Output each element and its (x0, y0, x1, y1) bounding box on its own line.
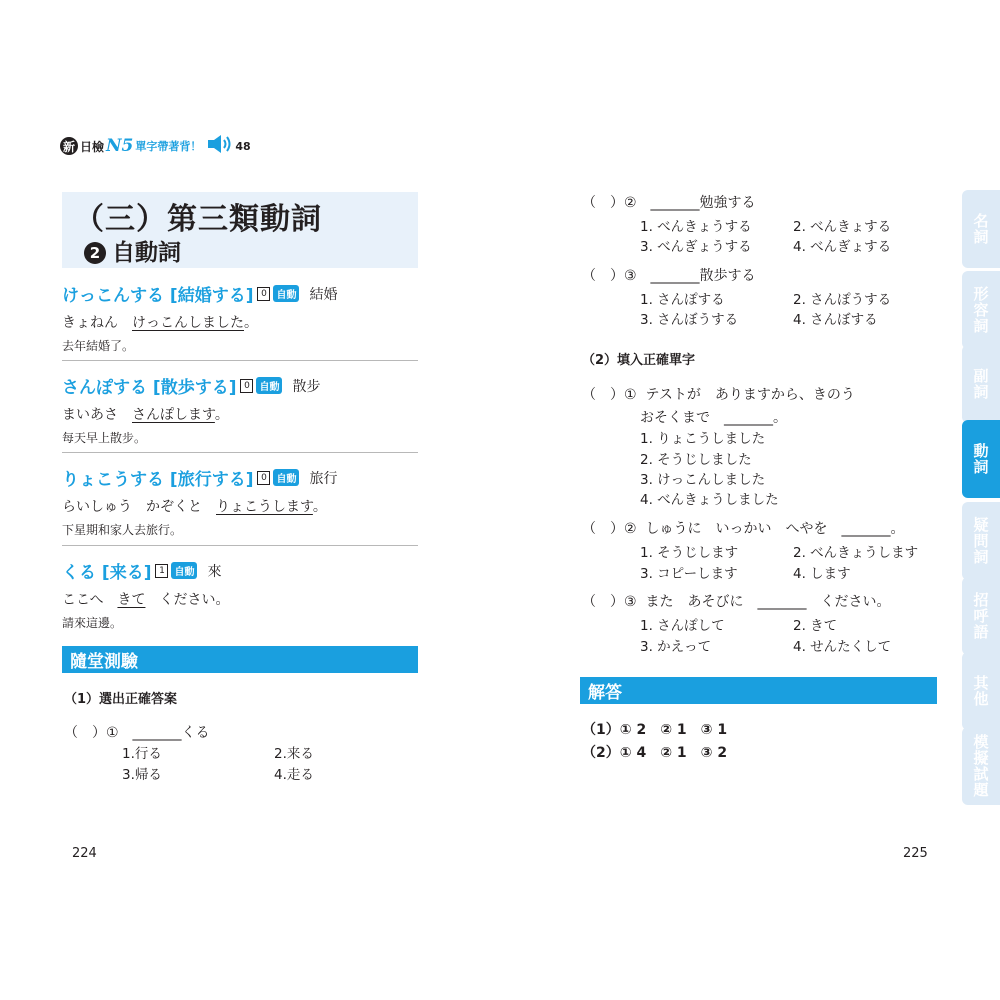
question-stem: （ ）② しゅうに いっかい へやを _______。 (582, 521, 905, 537)
example-underlined: さんぽします (132, 407, 215, 423)
side-tab-nouns[interactable] (962, 190, 1000, 268)
example-pre: きょねん (62, 315, 132, 331)
example-sentence (62, 404, 418, 424)
page-title: （三）第三類動詞 (74, 202, 322, 237)
side-tab-others[interactable] (962, 652, 1000, 730)
option: 1. りょこうしました (640, 431, 766, 447)
divider (62, 452, 418, 453)
vocab-entry (62, 558, 418, 631)
entry-head (62, 373, 418, 398)
answers-title: 解答 (588, 683, 622, 703)
number-badge: 2 (84, 242, 106, 264)
option: 2.来る (274, 746, 314, 762)
entry-head (62, 465, 418, 490)
page-number-left: 224 (72, 846, 97, 861)
vocab-entry (62, 281, 418, 354)
track-number: 48 (235, 139, 251, 153)
header-n5: N5 (106, 136, 134, 156)
example-underlined: けっこんしました (132, 315, 244, 331)
option: 4. べんきょうしました (640, 492, 779, 508)
tab-label: 其他 (971, 675, 990, 707)
side-tab-adjectives[interactable] (962, 271, 1000, 349)
header-circle: 新 (60, 137, 78, 155)
entry-word: くる [来る] (62, 563, 152, 583)
example-translation: 請來這邊。 (62, 616, 123, 630)
tab-label: 疑問詞 (971, 517, 990, 565)
option: 3. べんぎょうする (640, 239, 752, 255)
option: 2. そうじしました (640, 452, 752, 468)
example-post: 。 (214, 407, 229, 423)
entry-meaning: 來 (207, 563, 222, 580)
option: 4. します (793, 566, 851, 582)
entry-word: さんぽする [散歩する] (62, 378, 237, 398)
entry-head (62, 558, 418, 583)
option: 4.走る (274, 767, 314, 783)
part2-title: （2）填入正確單字 (582, 353, 696, 368)
option: 2. きて (793, 618, 838, 634)
option: 3. かえって (640, 639, 712, 655)
option: 3. さんぼうする (640, 312, 739, 328)
option: 2. べんきょする (793, 219, 892, 235)
page-number-right: 225 (903, 846, 928, 861)
option: 1. さんぽして (640, 618, 725, 634)
answers-title-bar (580, 677, 937, 704)
question-stem: （ ）② _______勉強する (582, 195, 756, 211)
speaker-icon[interactable] (207, 134, 233, 158)
example-post: 。 (244, 315, 258, 331)
question-stem: （ ）① テストが ありますから、きのう (582, 387, 855, 403)
tab-label: 形容詞 (971, 286, 990, 334)
entry-meaning: 散步 (292, 378, 321, 395)
side-tab-verbs[interactable] (962, 420, 1000, 498)
example-underlined: きて (117, 592, 146, 608)
option: 4. せんたくして (793, 639, 892, 655)
subtitle-text: 自動詞 (112, 240, 181, 266)
example-translation: 每天早上散步。 (62, 431, 147, 445)
accent-box: 1 (155, 564, 168, 578)
option: 3. コピーします (640, 566, 738, 582)
example-sentence (62, 589, 418, 609)
quiz-title-bar (62, 646, 418, 673)
type-badge: 自動 (273, 285, 299, 302)
entry-meaning: 結婚 (309, 286, 338, 303)
option: 1. そうじします (640, 545, 739, 561)
side-tab-adverbs[interactable] (962, 345, 1000, 423)
entry-word: けっこんする [結婚する] (62, 286, 254, 306)
side-tab-mock-exam[interactable] (962, 727, 1000, 805)
example-sentence (62, 312, 418, 332)
vocab-entry (62, 465, 418, 538)
accent-box: 0 (240, 379, 253, 393)
option: 3.帰る (122, 767, 162, 783)
entry-head (62, 281, 418, 306)
accent-box: 0 (257, 287, 270, 301)
header-text2: 單字帶著背！ (135, 140, 202, 153)
option: 3. けっこんしました (640, 472, 766, 488)
example-post: ください。 (145, 592, 230, 608)
question-stem-cont: おそくまで _______。 (640, 410, 787, 426)
question-stem: （ ）③ _______散歩する (582, 268, 756, 284)
example-pre: ここへ (62, 592, 118, 608)
answer-line: （1）① 2 ② 1 ③ 1 (582, 722, 728, 738)
header-text1: 日檢 (80, 139, 105, 154)
quiz-title: 隨堂測驗 (70, 652, 138, 672)
divider (62, 360, 418, 361)
divider (62, 545, 418, 546)
example-pre: らいしゅう かぞくと (62, 499, 216, 515)
side-tab-question-words[interactable] (962, 502, 1000, 580)
type-badge: 自動 (256, 377, 282, 394)
tab-label: 招呼語 (971, 592, 990, 640)
question-stem: （ ）① _______くる (64, 725, 210, 741)
type-badge: 自動 (273, 469, 299, 486)
tab-label: 動詞 (971, 443, 990, 475)
example-translation: 下星期和家人去旅行。 (62, 523, 183, 537)
tab-label: 名詞 (971, 213, 990, 245)
entry-meaning: 旅行 (309, 470, 338, 487)
entry-word: りょこうする [旅行する] (62, 470, 254, 490)
option: 2. べんきょうします (793, 545, 919, 561)
type-badge: 自動 (171, 562, 197, 579)
example-translation: 去年結婚了。 (62, 339, 135, 353)
part1-title: （1）選出正確答案 (64, 692, 178, 707)
accent-box: 0 (257, 471, 270, 485)
option: 4. さんぼする (793, 312, 878, 328)
answer-line: （2）① 4 ② 1 ③ 2 (582, 745, 728, 761)
tab-label: 模擬試題 (971, 734, 990, 798)
side-tab-greetings[interactable] (962, 577, 1000, 655)
question-stem: （ ）③ また あそびに _______ ください。 (582, 594, 891, 610)
example-sentence (62, 496, 418, 516)
example-underlined: りょこうします (216, 499, 313, 515)
option: 1. べんきょうする (640, 219, 752, 235)
book-header (60, 133, 251, 159)
option: 1.行る (122, 746, 162, 762)
example-post: 。 (312, 499, 327, 515)
option: 4. べんぎょする (793, 239, 892, 255)
option: 1. さんぽする (640, 292, 725, 308)
page-subtitle (84, 234, 181, 267)
option: 2. さんぽうする (793, 292, 892, 308)
vocab-entry (62, 373, 418, 446)
example-pre: まいあさ (62, 407, 132, 423)
tab-label: 副詞 (971, 368, 990, 400)
